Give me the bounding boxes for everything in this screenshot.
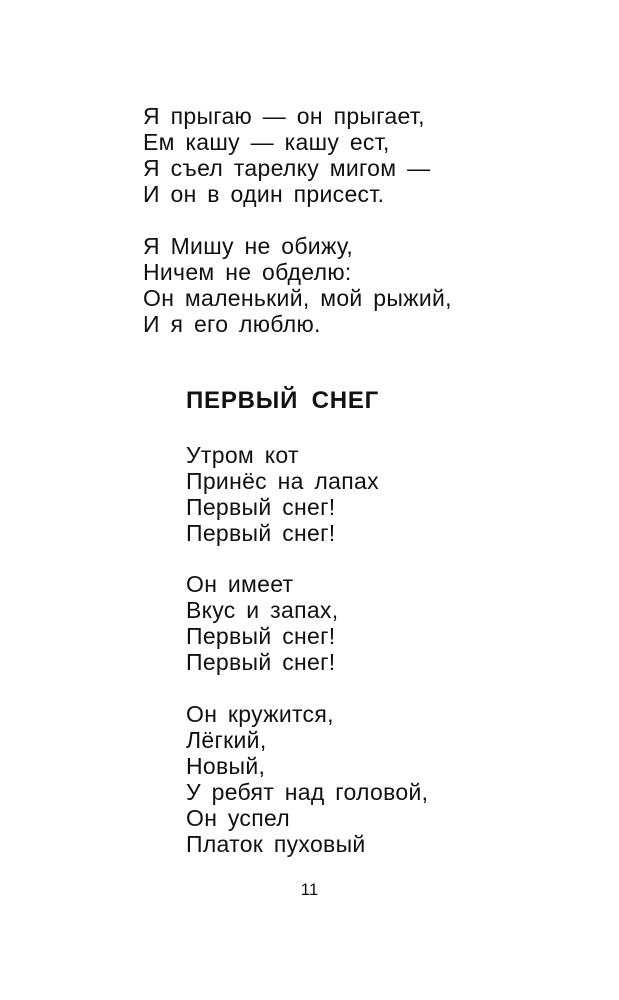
poem-line: Ем кашу — кашу ест, [143, 129, 390, 155]
poem-line: Принёс на лапах [186, 468, 379, 494]
poem-line: Лёгкий, [186, 727, 267, 753]
poem-line: Вкус и запах, [186, 597, 339, 623]
page-number: 11 [300, 880, 319, 899]
poem-line: Он маленький, мой рыжий, [143, 285, 452, 311]
poem-line: Я Мишу не обижу, [143, 233, 354, 259]
poem-line: И он в один присест. [143, 181, 385, 207]
poem-line: Новый, [186, 753, 266, 779]
poem-line: У ребят над головой, [186, 779, 429, 805]
poem-line: Он кружится, [186, 701, 334, 727]
poem-line: Первый снег! [186, 623, 336, 649]
poem-line: Первый снег! [186, 494, 336, 520]
poem-stanza [143, 233, 452, 337]
poem-line: Утром кот [186, 442, 299, 468]
poem-line: Платок пуховый [186, 831, 366, 857]
poem-line: Он успел [186, 805, 291, 831]
poem-stanza [186, 442, 379, 546]
poem-line: Первый снег! [186, 649, 336, 675]
poem-line: Он имеет [186, 571, 294, 597]
poem-line: Я прыгаю — он прыгает, [143, 103, 425, 129]
poem-title: ПЕРВЫЙ СНЕГ [186, 387, 380, 414]
poem-stanza [143, 103, 430, 207]
poem-line: И я его люблю. [143, 311, 321, 337]
poem-line: Ничем не обделю: [143, 259, 352, 285]
poem-line: Первый снег! [186, 520, 336, 546]
poem-stanza [186, 571, 338, 675]
poem-line: Я съел тарелку мигом — [143, 155, 431, 181]
poem-stanza [186, 701, 428, 857]
